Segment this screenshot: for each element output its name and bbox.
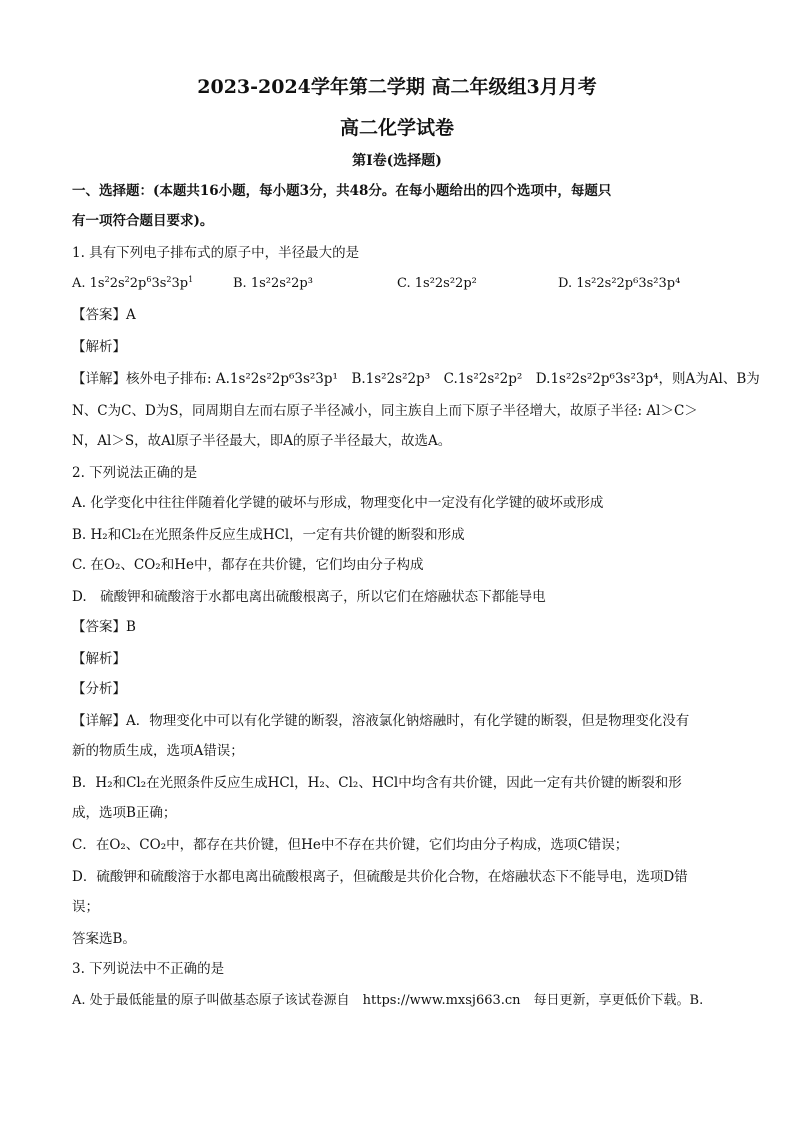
exam-subtitle: 高二化学试卷: [339, 117, 454, 139]
volume-label: 第Ⅰ卷(选择题): [352, 153, 442, 169]
q2-stem: 2. 下列说法正确的是: [72, 465, 198, 481]
q1-answer: 【答案】A: [72, 307, 136, 323]
q2-detail-line5: C．在O₂、CO₂中，都存在共价键，但He中不存在共价键，它们均由分子构成，选项C错误；: [72, 837, 629, 853]
sup: 1: [188, 275, 194, 284]
q2-conclusion: 答案选B。: [72, 931, 136, 947]
exam-title: 2023-2024学年第二学期 高二年级组3月月考: [197, 76, 597, 98]
q2-detail-line4: 成，选项B正确；: [72, 805, 177, 821]
q1-option-d: D. 1s²2s²2p⁶3s²3p⁴: [558, 276, 681, 291]
part: 3s: [151, 276, 167, 291]
sup: 6: [146, 275, 152, 284]
q2-answer: 【答案】B: [72, 619, 136, 635]
q2-detail-line7: 误；: [72, 899, 99, 915]
section-heading-line2: 有一项符合题目要求)。: [72, 213, 214, 229]
q2-detail-line6: D．硫酸钾和硫酸溶于水都电离出硫酸根离子，但硫酸是共价化合物，在熔融状态下不能导电，选项D错: [72, 869, 688, 885]
part: 2p: [129, 276, 147, 291]
q1-option-a: [72, 276, 193, 291]
q1-stem: 1. 具有下列电子排布式的原子中，半径最大的是: [72, 245, 360, 261]
q1-analysis: 【解析】: [72, 339, 126, 355]
part: 2s: [109, 276, 125, 291]
sup: 2: [166, 275, 172, 284]
q1-option-b: B. 1s²2s²2p³: [233, 276, 313, 291]
q1-detail-line1: 【详解】核外电子排布: A.1s²2s²2p⁶3s²3p¹ B.1s²2s²2p³ C.1s²2s²2p² D.1s²2s²2p⁶3s²3p⁴，则A为Al、B为: [72, 371, 760, 387]
q2-fenxi: 【分析】: [72, 681, 126, 697]
q3-option-a: A. 处于最低能量的原子叫做基态原子该试卷源自 https://www.mxsj663.cn 每日更新，享更低价下载。B.: [72, 993, 704, 1008]
q2-detail-line1: 【详解】A．物理变化中可以有化学键的断裂，溶液氯化钠熔融时，有化学键的断裂，但是物理变化没有: [72, 713, 690, 729]
q2-detail-line3: B．H₂和Cl₂在光照条件反应生成HCl，H₂、Cl₂、HCl中均含有共价键，因此一定有共价键的断裂和形: [72, 775, 682, 791]
q1-option-a-prefix: A. 1s: [72, 276, 105, 291]
q2-option-a: A. 化学变化中往往伴随着化学键的破坏与形成，物理变化中一定没有化学键的破坏或形成: [72, 495, 604, 511]
q1-detail-line2: N、C为C、D为S，同周期自左而右原子半径减小，同主族自上而下原子半径增大，故原子半径: Al＞C＞: [72, 403, 698, 419]
q3-stem: 3. 下列说法中不正确的是: [72, 961, 225, 977]
sup: 2: [104, 275, 110, 284]
q1-detail-line3: N，Al＞S，故Al原子半径最大，即A的原子半径最大，故选A。: [72, 433, 452, 449]
q2-analysis: 【解析】: [72, 651, 126, 667]
q1-option-c: C. 1s²2s²2p²: [397, 276, 477, 291]
q2-option-d: D. 硫酸钾和硫酸溶于水都电离出硫酸根离子，所以它们在熔融状态下都能导电: [72, 589, 546, 605]
q2-option-b: B. H₂和Cl₂在光照条件反应生成HCl，一定有共价键的断裂和形成: [72, 527, 465, 543]
part: 3p: [171, 276, 189, 291]
q2-detail-line2: 新的物质生成，选项A错误；: [72, 743, 244, 759]
section-heading-line1: 一、选择题：(本题共16小题，每小题3分，共48分。在每小题给出的四个选项中，每题只: [72, 183, 612, 199]
sup: 2: [124, 275, 130, 284]
q2-option-c: C. 在O₂、CO₂和He中，都存在共价键，它们均由分子构成: [72, 557, 424, 573]
